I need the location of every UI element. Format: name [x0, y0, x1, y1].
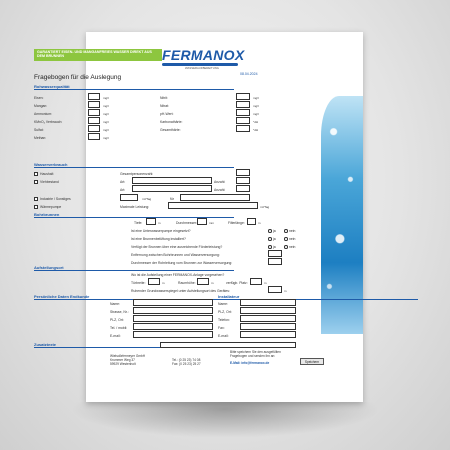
- footer-note-line2: Fragebogen und senden ihn an:: [230, 354, 276, 359]
- footer-fax: Fax: (0 25 23) 25 27: [172, 362, 201, 367]
- input-anzahl-1[interactable]: [236, 177, 250, 184]
- checkbox-viehbestand[interactable]: [34, 180, 38, 184]
- label-gesamthaerte: Gesamthärte:: [160, 128, 181, 132]
- question-rohrleitung: Durchmesser der Rohrleitung vom Brunnen zur Wasserversorgung:: [131, 261, 233, 265]
- label-karbonathaerte: Karbonathärte:: [160, 120, 183, 124]
- input-mangan[interactable]: [88, 101, 100, 108]
- label-raumhoehe: Raumhöhe:: [178, 281, 196, 285]
- label-gesamtpersonen: Gesamtpersonenzahl:: [120, 172, 154, 176]
- input-kunde-tel[interactable]: [133, 323, 213, 330]
- unit: °dH: [253, 128, 259, 132]
- label-anzahl: Anzahl:: [214, 180, 226, 184]
- label-kunde-plz: PLZ, Ort:: [110, 318, 124, 322]
- section-wasserverbrauch-heading: Wasserverbrauch: [34, 162, 68, 167]
- unit: m: [158, 221, 161, 225]
- label-kunde-strasse: Strasse, Nr.:: [110, 310, 129, 314]
- checkbox-industrie[interactable]: [34, 197, 38, 201]
- question-entfernung: Entfernung zwischen Bohrbrunnen und Wasserversorgung:: [131, 253, 220, 257]
- label-nitrit: Nitrit:: [160, 96, 168, 100]
- input-gesamthaerte[interactable]: [236, 125, 250, 132]
- input-entfernung[interactable]: [268, 250, 282, 257]
- label-verfuegb-platz: verfügb. Platz:: [226, 281, 248, 285]
- input-art-2[interactable]: [132, 185, 212, 192]
- radio-foerder-ja[interactable]: [268, 245, 272, 249]
- unit: m: [211, 281, 214, 285]
- document-date: 08.04.2024: [240, 72, 258, 76]
- section-installateur-heading: Installateur: [218, 294, 240, 299]
- input-kmno4[interactable]: [88, 117, 100, 124]
- label-fuer: für: [170, 197, 174, 201]
- label-mangan: Mangan:: [34, 104, 48, 108]
- footer-company-street: Krummer Weg 37: [110, 358, 135, 363]
- section-endkunde-heading: Persönliche Daten Endkunde: [34, 294, 90, 299]
- label-eisen: Eisen:: [34, 96, 44, 100]
- question-aufstellung: Wo ist die Aufstellung einer FERMANOX-Anlage vorgesehen?: [131, 273, 225, 277]
- footer-note: [230, 350, 281, 358]
- input-sulfat[interactable]: [88, 125, 100, 132]
- label-nein: nein: [289, 245, 296, 249]
- label-filterlaenge: Filterlänge:: [228, 221, 245, 225]
- unit: mg/l: [253, 112, 259, 116]
- label-art: Art:: [120, 188, 126, 192]
- radio-pumpe-ja[interactable]: [268, 229, 272, 233]
- unit: mg/l: [103, 128, 109, 132]
- input-ammonium[interactable]: [88, 109, 100, 116]
- section-zusatztexte-heading: Zusatztexte: [34, 342, 57, 347]
- label-inst-plz: PLZ, Ort:: [218, 310, 232, 314]
- input-fuer[interactable]: [180, 194, 250, 201]
- label-art: Art:: [120, 180, 126, 184]
- label-viehbestand: Viehbestand: [40, 180, 59, 184]
- label-methan: Methan:: [34, 136, 47, 140]
- input-ph[interactable]: [236, 109, 250, 116]
- unit: mg/l: [253, 104, 259, 108]
- input-raumhoehe[interactable]: [197, 278, 209, 285]
- section-rohwasser-heading: Rohwasserqualität: [34, 84, 70, 89]
- label-nein: nein: [289, 237, 296, 241]
- unit: mg/l: [103, 96, 109, 100]
- unit: m³/Tag: [142, 197, 152, 201]
- label-nein: nein: [289, 229, 296, 233]
- page-title: Fragebogen für die Auslegung: [34, 74, 122, 81]
- label-ammonium: Ammonium:: [34, 112, 53, 116]
- label-ja: ja: [273, 245, 276, 249]
- label-max-leistung: Maximale Leistung:: [120, 205, 150, 209]
- input-eisen[interactable]: [88, 93, 100, 100]
- label-ph: pH-Wert:: [160, 112, 174, 116]
- label-industrie: Industrie / Sonstiges: [40, 197, 71, 201]
- input-zusatztexte[interactable]: [160, 342, 296, 348]
- footer-company: [110, 354, 145, 367]
- input-inst-name[interactable]: [240, 299, 296, 306]
- input-durchmesser[interactable]: [197, 218, 207, 225]
- input-rohrleitung[interactable]: [268, 258, 282, 265]
- label-kmno4: KMnO₄ Verbrauch:: [34, 120, 63, 124]
- unit: mg/l: [103, 120, 109, 124]
- unit: mm: [209, 221, 214, 225]
- input-industrie[interactable]: [120, 194, 138, 201]
- question-belueftung: Ist eine Brunnenbelüftung installiert?: [131, 237, 186, 241]
- input-inst-email[interactable]: [240, 331, 296, 338]
- unit: °dH: [253, 120, 259, 124]
- radio-belueftung-ja[interactable]: [268, 237, 272, 241]
- label-kunde-email: E-mail:: [110, 334, 121, 338]
- header-banner: GARANTIERT EISEN- UND MANGANFREIES WASSER DIREKT AUS DEM BRUNNEN: [34, 49, 162, 61]
- page-shadow: [70, 402, 380, 438]
- input-methan[interactable]: [88, 133, 100, 140]
- input-inst-plz[interactable]: [240, 307, 296, 314]
- input-filterlaenge[interactable]: [247, 218, 256, 225]
- footer-note-line1: Bitte speichern Sie den ausgefüllten: [230, 350, 281, 354]
- checkbox-haushalt[interactable]: [34, 172, 38, 176]
- input-verfuegb-platz[interactable]: [250, 278, 262, 285]
- label-inst-email: E-mail:: [218, 334, 229, 338]
- question-unterwasserpumpe: Ist eine Unterwasserpumpe eingesetzt?: [131, 229, 191, 233]
- unit: m: [284, 289, 287, 293]
- unit: m: [258, 221, 261, 225]
- unit: mg/l: [103, 104, 109, 108]
- unit: mg/l: [103, 136, 109, 140]
- input-nitrat[interactable]: [236, 101, 250, 108]
- unit: m³/Tag: [260, 205, 270, 209]
- label-inst-telefon: Telefon:: [218, 318, 230, 322]
- input-nitrit[interactable]: [236, 93, 250, 100]
- input-tuerbreite[interactable]: [148, 278, 160, 285]
- input-kunde-plz[interactable]: [133, 315, 213, 322]
- label-nitrat: Nitrat:: [160, 104, 170, 108]
- radio-pumpe-nein[interactable]: [284, 229, 288, 233]
- label-kunde-name: Name:: [110, 302, 120, 306]
- input-kunde-strasse[interactable]: [133, 307, 213, 314]
- input-grundwasserspiegel[interactable]: [268, 286, 282, 293]
- unit: mg/l: [253, 96, 259, 100]
- label-tiefe: Tiefe:: [134, 221, 143, 225]
- input-max-leistung[interactable]: [168, 202, 258, 209]
- unit: m: [162, 281, 165, 285]
- radio-foerder-nein[interactable]: [284, 245, 288, 249]
- input-gesamtpersonen[interactable]: [236, 169, 250, 176]
- fermanox-logo: FERMANOX: [162, 47, 245, 63]
- label-haushalt: Haushalt: [40, 172, 54, 176]
- unit: mg/l: [103, 112, 109, 116]
- radio-belueftung-nein[interactable]: [284, 237, 288, 241]
- footer-phone: [172, 358, 201, 366]
- input-art-1[interactable]: [132, 177, 212, 184]
- footer-company-city: 59929 Westenholt: [110, 362, 136, 367]
- label-grundwasserspiegel: Ruhender Grundwasserspiegel unter Aufstellungsort des Gerätes:: [131, 289, 230, 293]
- footer-email: E-Mail: info@fermanox.de: [230, 361, 270, 365]
- input-karbonathaerte[interactable]: [236, 117, 250, 124]
- label-inst-fax: Fax:: [218, 326, 225, 330]
- input-kunde-email[interactable]: [133, 331, 213, 338]
- input-tiefe[interactable]: [146, 218, 156, 225]
- logo-tagline: WASSERAUFBEREITUNG: [185, 66, 219, 70]
- label-sulfat: Sulfat:: [34, 128, 44, 132]
- save-button[interactable]: Speichern: [300, 358, 324, 365]
- input-inst-telefon[interactable]: [240, 315, 296, 322]
- label-ja: ja: [273, 229, 276, 233]
- label-anzahl: Anzahl:: [214, 188, 226, 192]
- label-waermepumpe: Wärmepumpe: [40, 205, 62, 209]
- section-bohrbrunnen-heading: Bohrbrunnen: [34, 212, 60, 217]
- checkbox-waermepumpe[interactable]: [34, 205, 38, 209]
- input-anzahl-2[interactable]: [236, 185, 250, 192]
- label-kunde-tel: Tel. / mobil:: [110, 326, 128, 330]
- label-durchmesser: Durchmesser:: [176, 221, 198, 225]
- footer-tel: Tel.: (0 25 23) 74 08: [172, 358, 201, 362]
- label-tuerbreite: Türbreite:: [131, 281, 146, 285]
- footer-company-name: Wielsdörfermeyer GmbH: [110, 354, 146, 358]
- label-ja: ja: [273, 237, 276, 241]
- input-inst-fax[interactable]: [240, 323, 296, 330]
- unit: m: [264, 281, 267, 285]
- input-kunde-name[interactable]: [133, 299, 213, 306]
- label-inst-name: Name:: [218, 302, 228, 306]
- section-aufstellungsort-heading: Aufstellungsort: [34, 265, 64, 270]
- question-foerderleistung: Verfügt der Brunnen über eine ausreichende Förderleistung?: [131, 245, 223, 249]
